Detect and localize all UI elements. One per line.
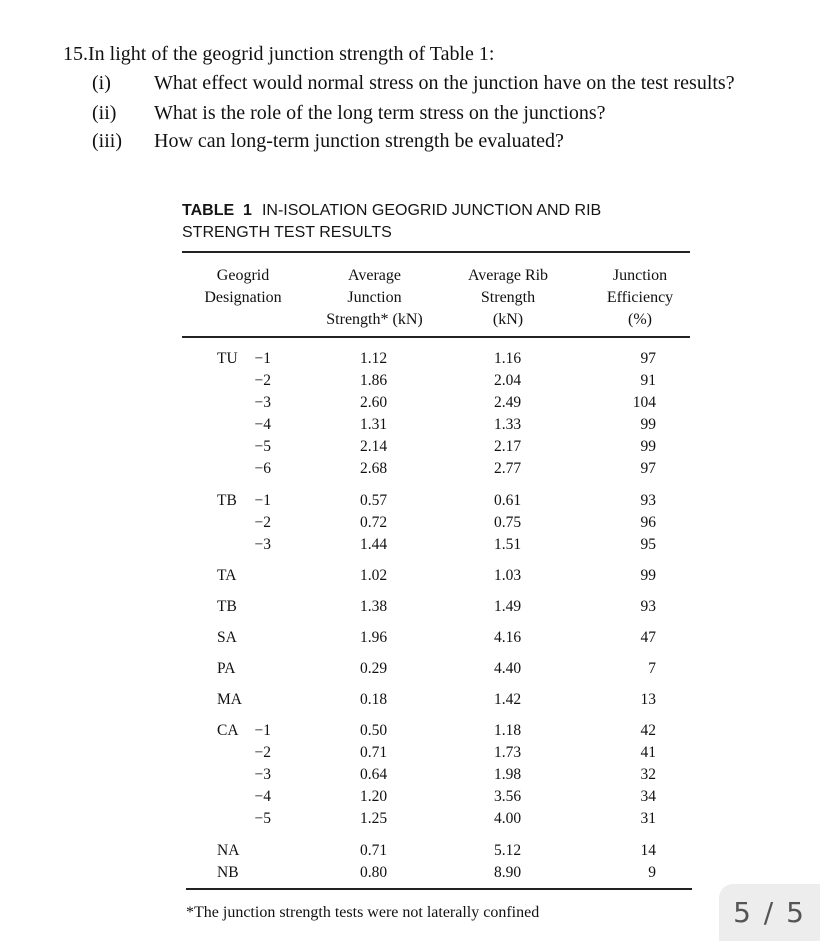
- row-rib-strength: 4.00: [494, 810, 522, 827]
- row-efficiency: 14: [640, 842, 656, 859]
- row-rib-strength: 1.98: [494, 766, 522, 783]
- question-item-i: [63, 69, 783, 97]
- table-label: TABLE 1: [182, 202, 252, 219]
- row-junction-strength: 1.44: [360, 536, 388, 553]
- question-item-ii: [63, 99, 783, 127]
- row-junction-strength: 0.71: [360, 744, 388, 761]
- row-efficiency: 31: [640, 810, 656, 827]
- header-rib-strength: Average Rib Strength (kN): [467, 267, 549, 328]
- question-title: 15.In light of the geogrid junction strength of Table 1:: [63, 43, 495, 65]
- row-junction-strength: 1.25: [360, 810, 388, 827]
- row-designation-suffix: −6: [254, 460, 271, 477]
- row-junction-strength: 0.72: [360, 514, 388, 531]
- row-designation-suffix: −2: [254, 514, 271, 531]
- row-designation: TB: [217, 598, 237, 615]
- row-rib-strength: 2.04: [494, 372, 522, 389]
- row-efficiency: 7: [648, 660, 656, 677]
- row-efficiency: 34: [640, 788, 656, 805]
- row-efficiency: 93: [640, 492, 656, 509]
- row-efficiency: 97: [640, 350, 656, 367]
- row-rib-strength: 8.90: [494, 864, 522, 881]
- row-designation: TA: [217, 567, 237, 584]
- row-designation-suffix: −5: [254, 438, 271, 455]
- row-rib-strength: 0.75: [494, 514, 522, 531]
- row-rib-strength: 4.16: [494, 629, 522, 646]
- row-junction-strength: 0.18: [360, 691, 388, 708]
- header-junction-strength: Average Junction Strength* (kN): [326, 267, 423, 328]
- page-indicator: 5 / 5: [719, 884, 820, 941]
- table-caption-line1: IN-ISOLATION GEOGRID JUNCTION AND RIB: [261, 202, 602, 219]
- row-rib-strength: 2.49: [494, 394, 522, 411]
- row-efficiency: 95: [640, 536, 656, 553]
- row-junction-strength: 0.29: [360, 660, 388, 677]
- question-text: What is the role of the long term stress on the junctions?: [154, 102, 606, 124]
- row-junction-strength: 2.60: [360, 394, 388, 411]
- row-designation: CA: [217, 722, 239, 739]
- question-item-iii: [63, 127, 783, 155]
- row-efficiency: 9: [648, 864, 656, 881]
- row-junction-strength: 0.71: [360, 842, 388, 859]
- question-number: (iii): [92, 130, 122, 152]
- row-designation: TB: [217, 492, 237, 509]
- row-rib-strength: 1.42: [494, 691, 522, 708]
- question-text: What effect would normal stress on the junction have on the test results?: [154, 72, 735, 94]
- row-designation: SA: [217, 629, 237, 646]
- row-designation-suffix: −3: [254, 766, 271, 783]
- row-junction-strength: 2.68: [360, 460, 388, 477]
- row-designation: NB: [217, 864, 239, 881]
- row-designation-suffix: −5: [254, 810, 271, 827]
- row-designation: NA: [217, 842, 240, 859]
- row-junction-strength: 1.20: [360, 788, 388, 805]
- row-rib-strength: 1.73: [494, 744, 522, 761]
- row-designation-suffix: −2: [254, 372, 271, 389]
- question-text: How can long-term junction strength be evaluated?: [154, 130, 564, 152]
- row-junction-strength: 1.31: [360, 416, 388, 433]
- row-efficiency: 99: [640, 416, 656, 433]
- row-efficiency: 99: [640, 438, 656, 455]
- row-junction-strength: 1.02: [360, 567, 388, 584]
- row-rib-strength: 3.56: [494, 788, 522, 805]
- row-efficiency: 13: [640, 691, 656, 708]
- row-efficiency: 93: [640, 598, 656, 615]
- row-rib-strength: 4.40: [494, 660, 522, 677]
- row-rib-strength: 1.49: [494, 598, 522, 615]
- row-efficiency: 42: [640, 722, 656, 739]
- row-junction-strength: 0.80: [360, 864, 388, 881]
- row-rib-strength: 2.77: [494, 460, 522, 477]
- row-designation-suffix: −1: [254, 350, 271, 367]
- row-junction-strength: 2.14: [360, 438, 388, 455]
- row-designation-suffix: −1: [254, 722, 271, 739]
- row-designation: MA: [217, 691, 242, 708]
- row-efficiency: 99: [640, 567, 656, 584]
- row-designation-suffix: −3: [254, 536, 271, 553]
- row-junction-strength: 1.86: [360, 372, 388, 389]
- row-rib-strength: 1.51: [494, 536, 522, 553]
- row-designation-suffix: −2: [254, 744, 271, 761]
- row-rib-strength: 2.17: [494, 438, 522, 455]
- row-efficiency: 41: [640, 744, 656, 761]
- row-designation-suffix: −3: [254, 394, 271, 411]
- row-efficiency: 91: [640, 372, 656, 389]
- row-efficiency: 32: [640, 766, 656, 783]
- row-junction-strength: 0.57: [360, 492, 388, 509]
- table-caption: [182, 200, 682, 244]
- row-rib-strength: 0.61: [494, 492, 522, 509]
- row-rib-strength: 5.12: [494, 842, 522, 859]
- header-designation: Geogrid Designation: [204, 267, 282, 306]
- table-header-rule: [182, 336, 690, 338]
- row-designation-suffix: −1: [254, 492, 271, 509]
- row-junction-strength: 1.12: [360, 350, 388, 367]
- row-junction-strength: 1.38: [360, 598, 388, 615]
- row-designation-suffix: −4: [254, 788, 271, 805]
- row-designation: TU: [217, 350, 238, 367]
- header-efficiency: Junction Efficiency (%): [606, 267, 674, 328]
- table-top-rule: [182, 251, 690, 253]
- row-rib-strength: 1.33: [494, 416, 522, 433]
- table-caption-line2: STRENGTH TEST RESULTS: [182, 224, 392, 241]
- question-number: (i): [92, 72, 111, 94]
- row-efficiency: 97: [640, 460, 656, 477]
- row-junction-strength: 0.50: [360, 722, 388, 739]
- question-block: [63, 40, 783, 155]
- row-efficiency: 47: [640, 629, 656, 646]
- row-junction-strength: 0.64: [360, 766, 388, 783]
- row-rib-strength: 1.03: [494, 567, 522, 584]
- row-efficiency: 96: [640, 514, 656, 531]
- table-bottom-rule: [186, 888, 692, 890]
- row-junction-strength: 1.96: [360, 629, 388, 646]
- row-rib-strength: 1.16: [494, 350, 522, 367]
- row-efficiency: 104: [632, 394, 656, 411]
- question-number: (ii): [92, 102, 117, 124]
- table-footnote: *The junction strength tests were not laterally confined: [186, 904, 540, 921]
- row-designation: PA: [217, 660, 236, 677]
- row-rib-strength: 1.18: [494, 722, 522, 739]
- row-designation-suffix: −4: [254, 416, 271, 433]
